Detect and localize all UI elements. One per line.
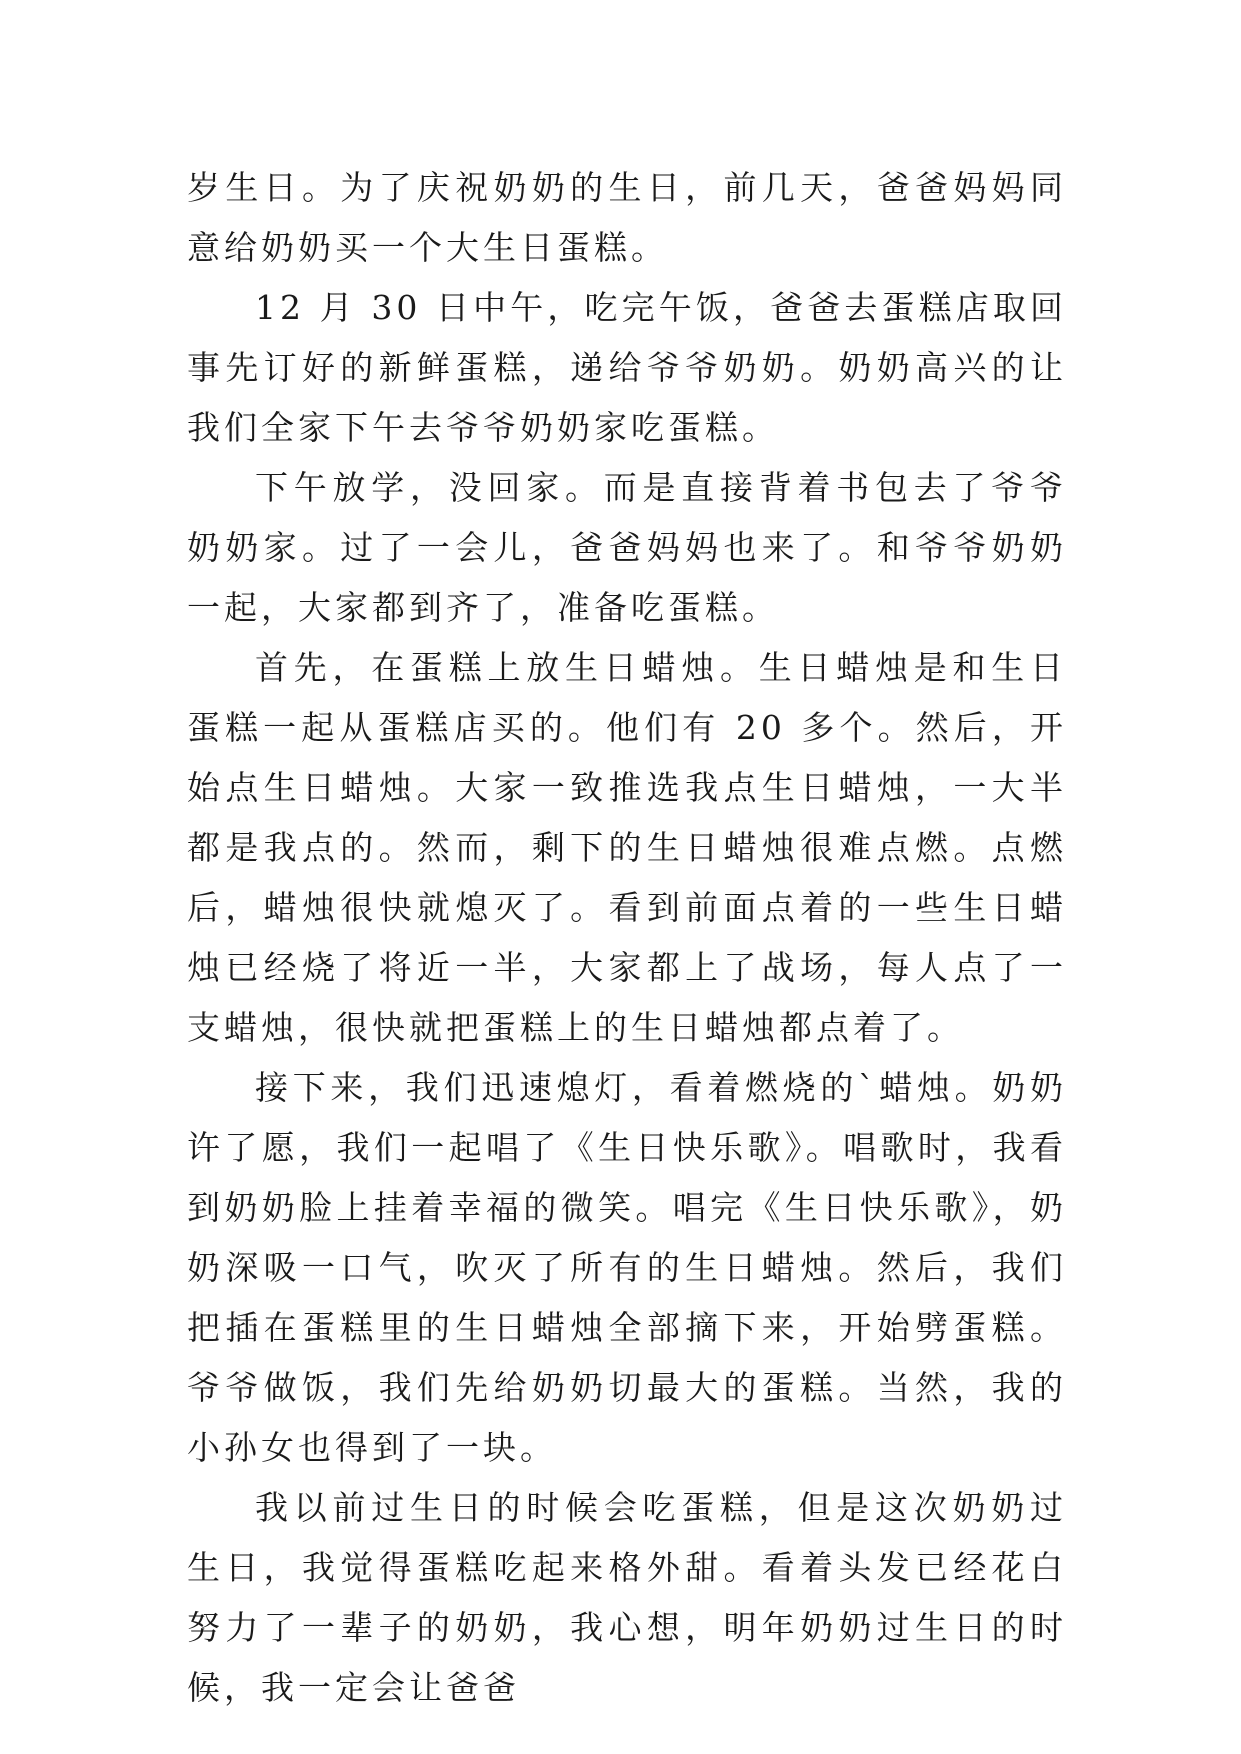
paragraph-2: 12 月 30 日中午，吃完午饭，爸爸去蛋糕店取回事先订好的新鲜蛋糕，递给爷爷奶奶。奶奶高兴的让我们全家下午去爷爷奶奶家吃蛋糕。 (187, 288, 1067, 447)
paragraph-3: 下午放学，没回家。而是直接背着书包去了爷爷奶奶家。过了一会儿，爸爸妈妈也来了。和爷爷奶奶一起，大家都到齐了，准备吃蛋糕。 (187, 468, 1067, 627)
essay-body (187, 158, 1067, 1718)
paragraph-5: 接下来，我们迅速熄灯，看着燃烧的`蜡烛。奶奶许了愿，我们一起唱了《生日快乐歌》。唱歌时，我看到奶奶脸上挂着幸福的微笑。唱完《生日快乐歌》，奶奶深吸一口气，吹灭了所有的生日蜡烛。然后，我们把插在蛋糕里的生日蜡烛全部摘下来，开始劈蛋糕。爷爷做饭，我们先给奶奶切最大的蛋糕。当然，我的小孙女也得到了一块。 (187, 1068, 1067, 1467)
paragraph-4: 首先，在蛋糕上放生日蜡烛。生日蜡烛是和生日蛋糕一起从蛋糕店买的。他们有 20 多个。然后，开始点生日蜡烛。大家一致推选我点生日蜡烛，一大半都是我点的。然而，剩下的生日蜡烛很难点燃。点燃后，蜡烛很快就熄灭了。看到前面点着的一些生日蜡烛已经烧了将近一半，大家都上了战场，每人点了一支蜡烛，很快就把蛋糕上的生日蜡烛都点着了。 (187, 648, 1067, 1047)
paragraph-6: 我以前过生日的时候会吃蛋糕，但是这次奶奶过生日，我觉得蛋糕吃起来格外甜。看着头发已经花白努力了一辈子的奶奶，我心想，明年奶奶过生日的时候，我一定会让爸爸 (187, 1488, 1067, 1707)
paragraph-1: 岁生日。为了庆祝奶奶的生日，前几天，爸爸妈妈同意给奶奶买一个大生日蛋糕。 (187, 168, 1067, 267)
